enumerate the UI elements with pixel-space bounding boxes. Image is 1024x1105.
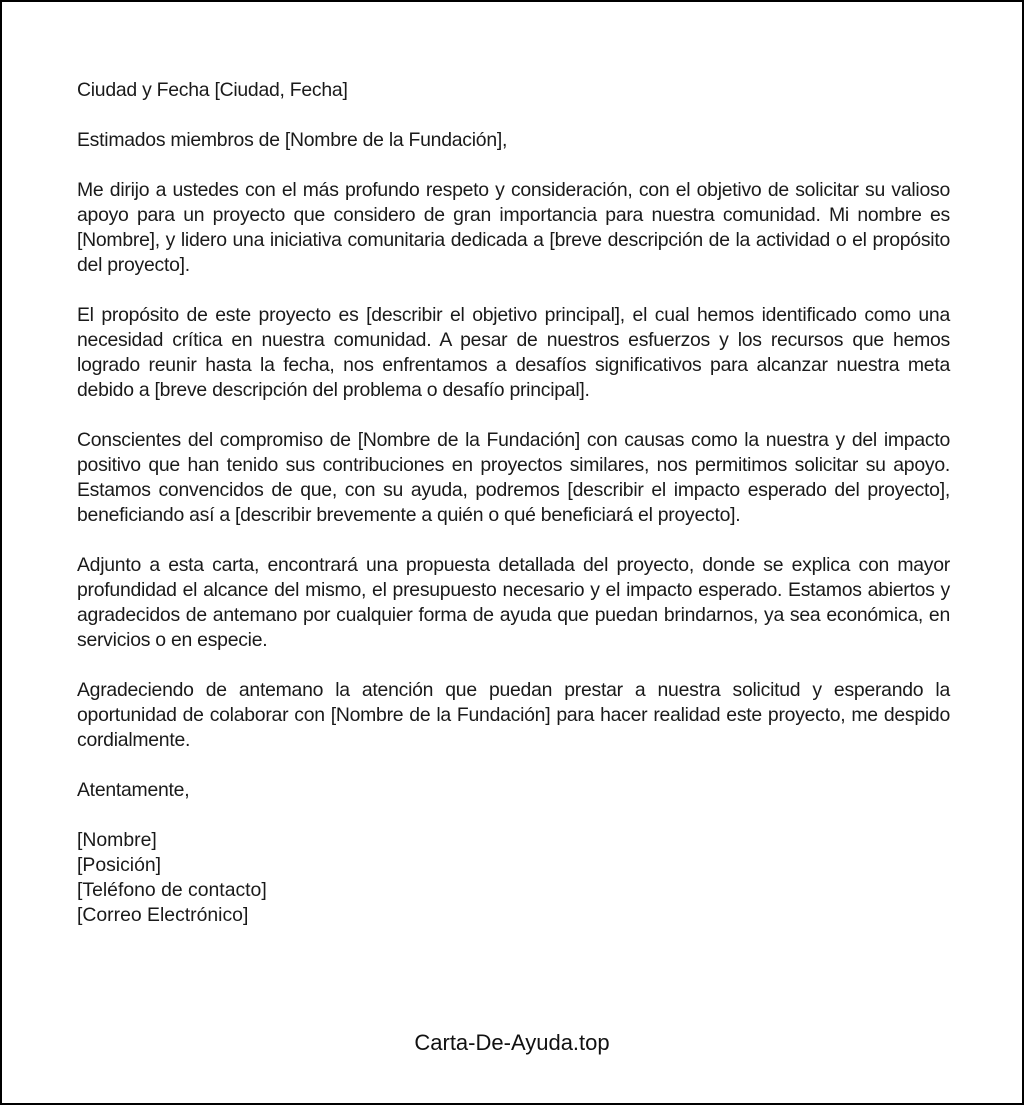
letter-body (77, 78, 950, 928)
paragraph-attachment: Adjunto a esta carta, encontrará una propuesta detallada del proyecto, donde se explica con mayor profundidad el alcance del mismo, el presupuesto necesario y el impacto esperado. Estamos abiertos y agradecidos de antemano por cualquier forma de ayuda que puedan brindarnos, ya sea económica, en servicios o en especie. (77, 554, 950, 651)
salutation: Estimados miembros de [Nombre de la Fundación], (77, 129, 508, 151)
paragraph-introduction: Me dirijo a ustedes con el más profundo respeto y consideración, con el objetivo de solicitar su valioso apoyo para un proyecto que considero de gran importancia para nuestra comunidad. Mi nombre es [Nombre], y lidero una iniciativa comunitaria dedicada a [breve descripción de la actividad o el propósito del proyecto]. (77, 179, 950, 276)
signature-position: [Posición] (77, 854, 162, 876)
footer-site-name: Carta-De-Ayuda.top (414, 1030, 610, 1055)
signature-phone: [Teléfono de contacto] (77, 879, 267, 901)
paragraph-purpose: El propósito de este proyecto es [describir el objetivo principal], el cual hemos identificado como una necesidad crítica en nuestra comunidad. A pesar de nuestros esfuerzos y los recursos que hemos logrado reunir hasta la fecha, nos enfrentamos a desafíos significativos para alcanzar nuestra meta debido a [breve descripción del problema o desafío principal]. (77, 304, 950, 401)
closing: Atentamente, (77, 779, 190, 801)
paragraph-request: Conscientes del compromiso de [Nombre de la Fundación] con causas como la nuestra y del impacto positivo que han tenido sus contribuciones en proyectos similares, nos permitimos solicitar su apoyo. Estamos convencidos de que, con su ayuda, podremos [describir el impacto esperado del proyecto], beneficiando así a [describir brevemente a quién o qué beneficiará el proyecto]. (77, 429, 950, 526)
signature-block (77, 828, 950, 928)
signature-email: [Correo Electrónico] (77, 904, 249, 926)
date-line: Ciudad y Fecha [Ciudad, Fecha] (77, 79, 348, 101)
paragraph-thanks: Agradeciendo de antemano la atención que puedan prestar a nuestra solicitud y esperando la oportunidad de colaborar con [Nombre de la Fundación] para hacer realidad este proyecto, me despido cordialmente. (77, 679, 950, 751)
signature-name: [Nombre] (77, 829, 157, 851)
